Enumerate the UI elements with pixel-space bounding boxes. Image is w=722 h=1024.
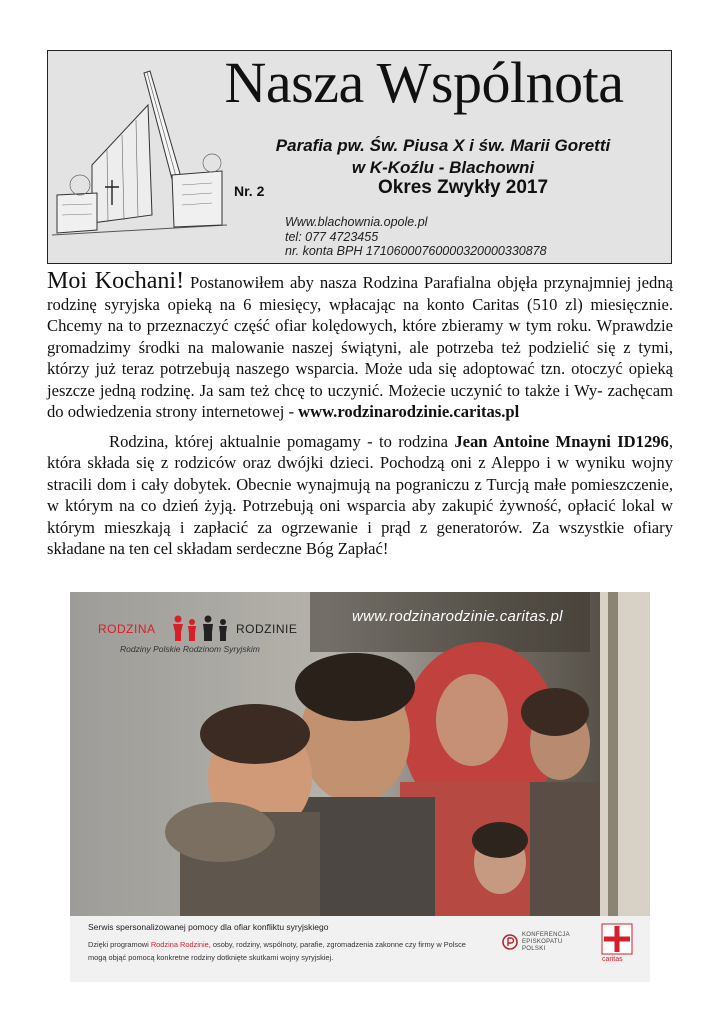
caption-text — [88, 938, 478, 964]
caption-program-name: Rodzina Rodzinie — [150, 940, 209, 949]
paragraph-1 — [47, 268, 673, 423]
logo-word-left: RODZINA — [98, 622, 156, 636]
logo-tagline: Rodziny Polskie Rodzinom Syryjskim — [120, 644, 260, 654]
paragraph-2-end: , która składa się z rodziców oraz dwójki dzieci. Pochodzą oni z Aleppo i w wyniku wojny stracili dom i cały dobytek. Obecnie wynajmują na pograniczu z Turcją małe pomieszczenie, w którym na co dzień żyją. Potrzebują oni wsparcia aby zakupić żywność, opłacić lokal w którym mieszkają i zapłacić za ogrzewanie i prąd z generatorów. Za wszystkie ofiary składane na ten cel składam serdeczne Bóg Zapłać! — [47, 431, 673, 558]
caption-title: Serwis spersonalizowanej pomocy dla ofiar konfliktu syryjskiego — [88, 922, 329, 932]
poster-caption — [70, 916, 650, 982]
logo-word-right: RODZINIE — [236, 622, 298, 636]
caritas-label: caritas — [602, 956, 623, 963]
caritas-logo — [600, 922, 634, 961]
episcopate-text — [522, 932, 570, 953]
poster-url[interactable]: www.rodzinarodzinie.caritas.pl — [352, 608, 563, 625]
episcopate-line-1: KONFERENCJA — [522, 932, 570, 938]
liturgical-season: Okres Zwykły 2017 — [378, 177, 549, 198]
masthead — [47, 50, 672, 264]
caption-text-a: Dzięki programowi — [88, 940, 151, 949]
phone-number: tel: 077 4723455 — [285, 229, 379, 244]
caption-text-b: , osoby, rodziny, wspólnoty, parafie, zgromadzenia zakonne czy firmy w Polsce mogą objąć pomocą konkretne rodziny dotknięte skutkami wojny syryjskiej. — [88, 940, 466, 962]
family-figures-icon — [170, 614, 232, 642]
paragraph-2 — [47, 431, 673, 560]
parish-line-1: Parafia pw. Św. Piusa X i św. Marii Goretti — [275, 136, 611, 155]
parish-name — [223, 135, 663, 179]
episcopate-line-3: POLSKI — [522, 946, 546, 952]
bank-account: nr. konta BPH 17106000760000320000330878 — [285, 244, 547, 258]
family-id: Jean Antoine Mnayni ID1296 — [454, 431, 669, 451]
contact-info — [285, 215, 547, 259]
caritas-cross-icon — [600, 922, 634, 956]
rodzina-rodzinie-logo — [98, 614, 298, 672]
paragraph-1-text: Postanowiłem aby nasza Rodzina Parafialna objęła przynajmniej jedną rodzinę syryjska opieką na 6 miesięcy, wpłacając na konto Caritas (510 zl) miesięcznie. Chcemy na to przeznaczyć część ofiar kolędowych, które zbieramy w tym roku. Wprawdzie gromadzimy środki na malowanie naszej świątyni, ale potrzeba też podzielić się z tymi, którzy już teraz potrzebują naszego wsparcia. Może uda się adoptować tzn. otoczyć opieką jeszcze jedną rodzinę. Ja sam też chcę to uczynić. Możecie uczynić to także i Wy- zachęcam do odwiedzenia strony internetowej - — [47, 273, 673, 421]
episcopate-line-2: EPISKOPATU — [522, 939, 563, 945]
greeting: Moi Kochani! — [47, 268, 185, 294]
article-body — [47, 268, 673, 560]
issue-number: Nr. 2 — [234, 183, 265, 199]
caritas-link[interactable]: www.rodzinarodzinie.caritas.pl — [298, 402, 520, 421]
campaign-poster — [70, 592, 650, 982]
website-link[interactable]: Www.blachownia.opole.pl — [285, 215, 428, 229]
paragraph-2-start: Rodzina, której aktualnie pomagamy - to rodzina — [109, 431, 455, 451]
episcopate-icon — [502, 934, 518, 950]
newsletter-title: Nasza Wspólnota — [224, 50, 624, 115]
parish-line-2: w K-Koźlu - Blachowni — [351, 158, 535, 177]
